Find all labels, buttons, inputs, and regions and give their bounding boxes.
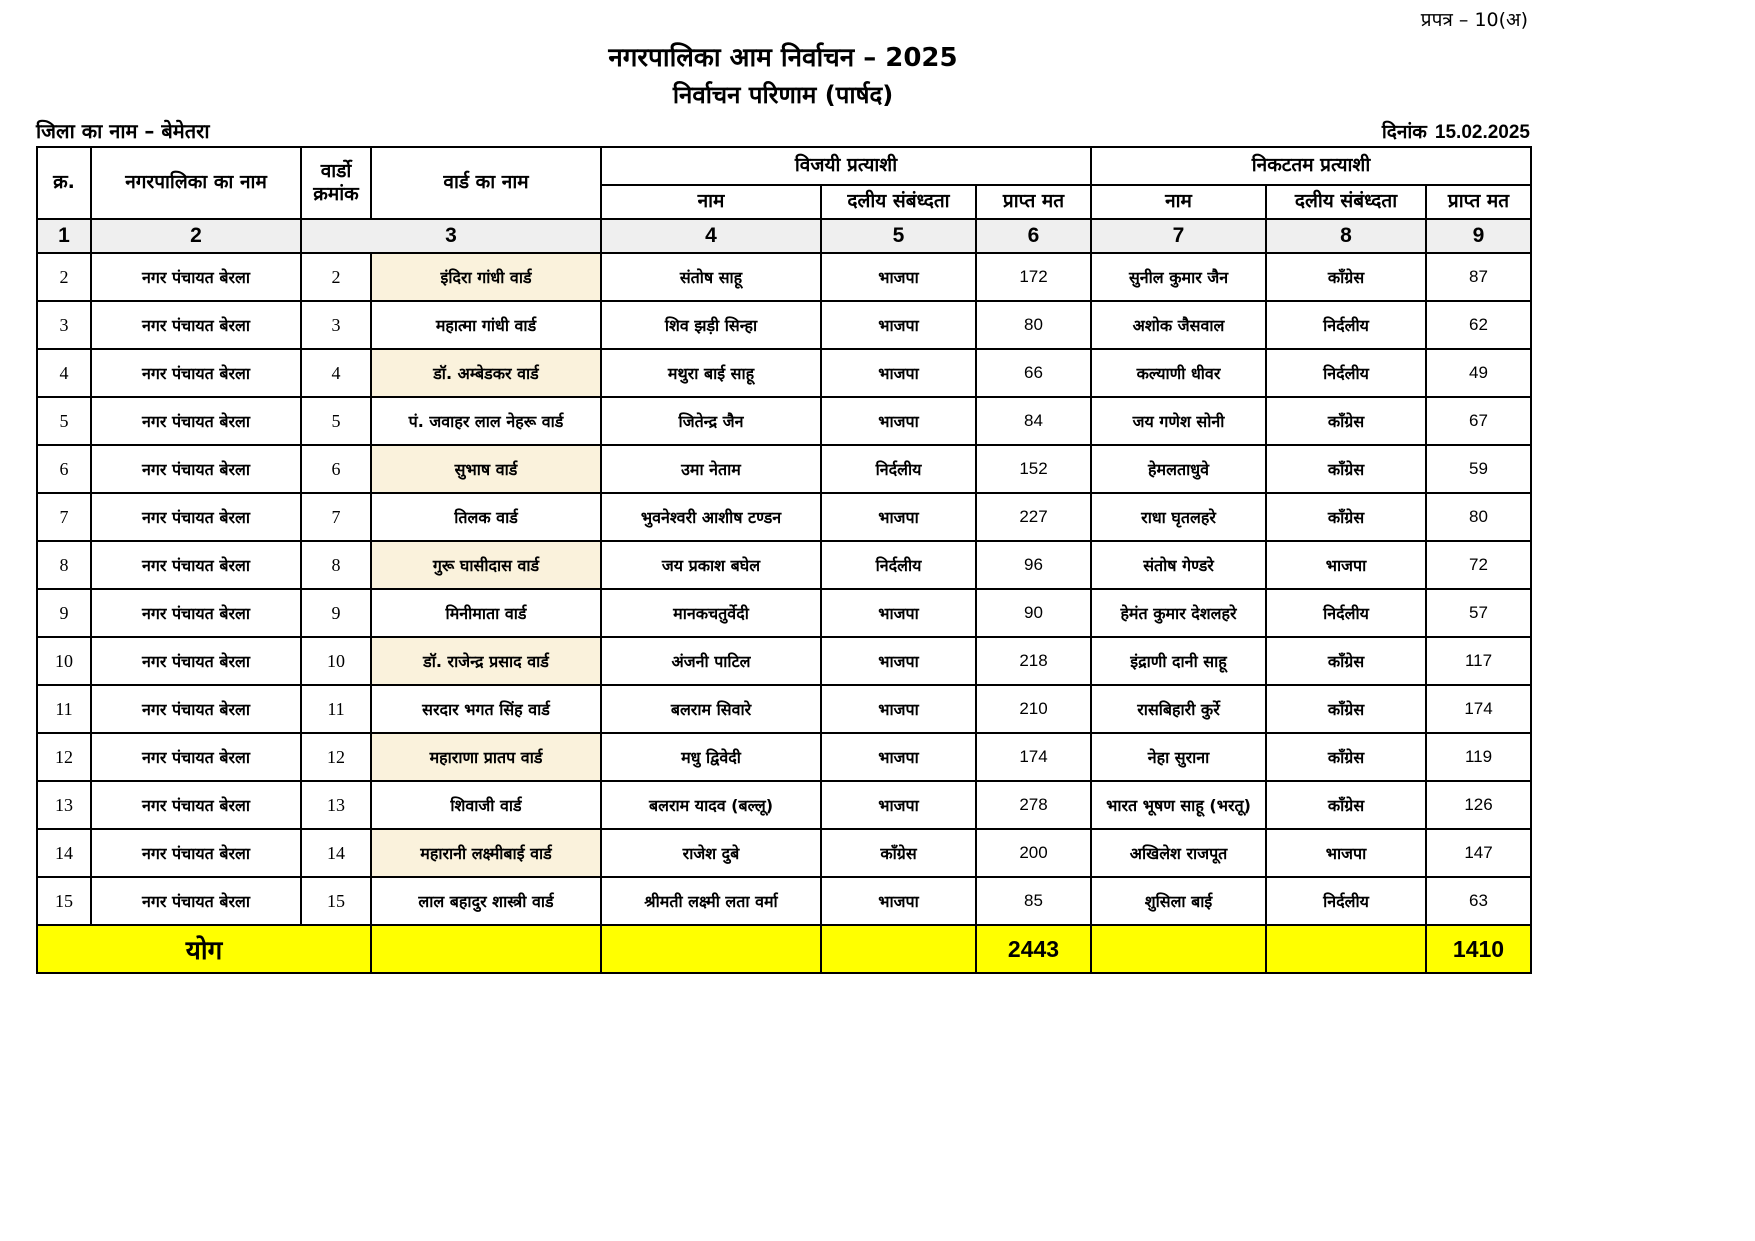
cell-ward-number: 2 [301,253,371,301]
table-row [37,349,1531,397]
cell-winner-name: राजेश दुबे [601,829,821,877]
header-runner-votes: प्राप्त मत [1426,185,1531,219]
table-row [37,589,1531,637]
report-date [1382,118,1530,144]
cell-runner-party: कॉंग्रेस [1266,733,1426,781]
cell-ward-number: 5 [301,397,371,445]
col-number-2: 2 [91,219,301,253]
cell-winner-name: मानकचतुर्वेदी [601,589,821,637]
header-runner-party: दलीय संबंध्दता [1266,185,1426,219]
cell-ward-number: 15 [301,877,371,925]
cell-serial: 11 [37,685,91,733]
cell-runner-party: भाजपा [1266,541,1426,589]
cell-ward-name: शिवाजी वार्ड [371,781,601,829]
cell-winner-votes: 278 [976,781,1091,829]
cell-ward-name: गुरू घासीदास वार्ड [371,541,601,589]
cell-runner-name: संतोष गेण्डरे [1091,541,1266,589]
col-number-9: 9 [1426,219,1531,253]
cell-runner-votes: 63 [1426,877,1531,925]
document-page [36,6,1530,974]
cell-runner-party: कॉंग्रेस [1266,685,1426,733]
cell-runner-votes: 174 [1426,685,1531,733]
cell-winner-party: भाजपा [821,589,976,637]
table-row [37,637,1531,685]
meta-row [36,117,1530,144]
cell-municipality: नगर पंचायत बेरला [91,349,301,397]
total-empty-cell [601,925,821,973]
cell-winner-votes: 152 [976,445,1091,493]
cell-ward-name: महारानी लक्ष्मीबाई वार्ड [371,829,601,877]
cell-runner-votes: 49 [1426,349,1531,397]
cell-serial: 8 [37,541,91,589]
col-number-3: 3 [301,219,601,253]
cell-runner-party: निर्दलीय [1266,877,1426,925]
results-table [36,146,1532,974]
cell-winner-name: अंजनी पाटिल [601,637,821,685]
cell-runner-party: कॉंग्रेस [1266,397,1426,445]
cell-runner-name: हेमंत कुमार देशलहरे [1091,589,1266,637]
cell-winner-party: भाजपा [821,349,976,397]
cell-municipality: नगर पंचायत बेरला [91,541,301,589]
cell-winner-votes: 96 [976,541,1091,589]
cell-serial: 9 [37,589,91,637]
cell-runner-party: भाजपा [1266,829,1426,877]
cell-municipality: नगर पंचायत बेरला [91,637,301,685]
table-row [37,685,1531,733]
cell-winner-votes: 90 [976,589,1091,637]
cell-winner-name: भुवनेश्वरी आशीष टण्डन [601,493,821,541]
header-ward-name: वार्ड का नाम [371,147,601,219]
cell-municipality: नगर पंचायत बेरला [91,445,301,493]
cell-winner-name: बलराम सिवारे [601,685,821,733]
total-empty-cell [1091,925,1266,973]
cell-winner-party: भाजपा [821,301,976,349]
header-winner-party: दलीय संबंध्दता [821,185,976,219]
cell-municipality: नगर पंचायत बेरला [91,397,301,445]
cell-winner-name: बलराम यादव (बल्लू) [601,781,821,829]
cell-winner-party: भाजपा [821,493,976,541]
cell-serial: 7 [37,493,91,541]
cell-winner-party: निर्दलीय [821,541,976,589]
col-number-5: 5 [821,219,976,253]
cell-runner-party: कॉंग्रेस [1266,781,1426,829]
cell-winner-votes: 227 [976,493,1091,541]
cell-runner-votes: 119 [1426,733,1531,781]
cell-serial: 10 [37,637,91,685]
cell-runner-party: कॉंग्रेस [1266,493,1426,541]
cell-municipality: नगर पंचायत बेरला [91,589,301,637]
cell-ward-number: 13 [301,781,371,829]
cell-runner-votes: 57 [1426,589,1531,637]
cell-runner-name: अशोक जैसवाल [1091,301,1266,349]
cell-runner-votes: 62 [1426,301,1531,349]
cell-ward-number: 6 [301,445,371,493]
cell-winner-votes: 172 [976,253,1091,301]
cell-serial: 5 [37,397,91,445]
district-name: जिला का नाम – बेमेतरा [36,119,210,143]
cell-runner-name: अखिलेश राजपूत [1091,829,1266,877]
cell-runner-name: इंद्राणी दानी साहू [1091,637,1266,685]
col-number-1: 1 [37,219,91,253]
cell-winner-votes: 66 [976,349,1091,397]
col-number-8: 8 [1266,219,1426,253]
cell-runner-name: सुनील कुमार जैन [1091,253,1266,301]
cell-municipality: नगर पंचायत बेरला [91,781,301,829]
cell-serial: 12 [37,733,91,781]
cell-winner-name: जय प्रकाश बघेल [601,541,821,589]
header-runner-name: नाम [1091,185,1266,219]
page-subtitle: निर्वाचन परिणाम (पार्षद) [672,81,894,109]
cell-ward-number: 4 [301,349,371,397]
cell-runner-party: निर्दलीय [1266,301,1426,349]
table-row [37,493,1531,541]
cell-runner-name: हेमलताधुवे [1091,445,1266,493]
col-number-6: 6 [976,219,1091,253]
date-value: 15.02.2025 [1434,122,1530,143]
cell-runner-party: निर्दलीय [1266,349,1426,397]
cell-winner-name: जितेन्द्र जैन [601,397,821,445]
form-number: प्रपत्र – 10(अ) [1420,9,1528,31]
cell-ward-name: तिलक वार्ड [371,493,601,541]
cell-runner-party: कॉंग्रेस [1266,253,1426,301]
total-empty-cell [1266,925,1426,973]
cell-ward-name: सुभाष वार्ड [371,445,601,493]
cell-ward-name: लाल बहादुर शास्त्री वार्ड [371,877,601,925]
cell-ward-name: सरदार भगत सिंह वार्ड [371,685,601,733]
cell-winner-party: भाजपा [821,781,976,829]
cell-serial: 6 [37,445,91,493]
header-winner-group: विजयी प्रत्याशी [601,147,1091,185]
total-empty-cell [821,925,976,973]
cell-ward-number: 8 [301,541,371,589]
cell-runner-name: राधा घृतलहरे [1091,493,1266,541]
cell-winner-name: संतोष साहू [601,253,821,301]
table-row [37,397,1531,445]
table-row [37,829,1531,877]
table-row [37,781,1531,829]
cell-runner-party: निर्दलीय [1266,589,1426,637]
cell-winner-party: भाजपा [821,397,976,445]
cell-ward-name: महात्मा गांधी वार्ड [371,301,601,349]
cell-winner-party: भाजपा [821,637,976,685]
cell-runner-votes: 87 [1426,253,1531,301]
cell-municipality: नगर पंचायत बेरला [91,877,301,925]
cell-winner-party: भाजपा [821,733,976,781]
header-winner-votes: प्राप्त मत [976,185,1091,219]
header-municipality: नगरपालिका का नाम [91,147,301,219]
col-number-4: 4 [601,219,821,253]
cell-runner-name: जय गणेश सोनी [1091,397,1266,445]
table-row [37,253,1531,301]
cell-winner-votes: 85 [976,877,1091,925]
cell-runner-votes: 59 [1426,445,1531,493]
cell-serial: 15 [37,877,91,925]
cell-winner-name: मथुरा बाई साहू [601,349,821,397]
total-label: योग [37,925,371,973]
cell-runner-votes: 126 [1426,781,1531,829]
cell-runner-votes: 147 [1426,829,1531,877]
table-row [37,445,1531,493]
cell-serial: 13 [37,781,91,829]
cell-municipality: नगर पंचायत बेरला [91,301,301,349]
cell-municipality: नगर पंचायत बेरला [91,493,301,541]
cell-serial: 14 [37,829,91,877]
cell-ward-name: डॉ. राजेन्द्र प्रसाद वार्ड [371,637,601,685]
cell-ward-number: 14 [301,829,371,877]
cell-winner-party: कॉंग्रेस [821,829,976,877]
cell-ward-name: मिनीमाता वार्ड [371,589,601,637]
cell-winner-votes: 84 [976,397,1091,445]
date-label: दिनांक [1381,121,1427,143]
header-serial: क्र. [37,147,91,219]
cell-runner-name: नेहा सुराना [1091,733,1266,781]
cell-municipality: नगर पंचायत बेरला [91,733,301,781]
cell-winner-party: भाजपा [821,685,976,733]
cell-winner-name: मधु द्विवेदी [601,733,821,781]
cell-runner-votes: 67 [1426,397,1531,445]
cell-runner-name: शुसिला बाई [1091,877,1266,925]
cell-winner-name: शिव झड़ी सिन्हा [601,301,821,349]
cell-municipality: नगर पंचायत बेरला [91,685,301,733]
table-row [37,301,1531,349]
cell-winner-votes: 200 [976,829,1091,877]
cell-winner-votes: 210 [976,685,1091,733]
cell-municipality: नगर पंचायत बेरला [91,829,301,877]
cell-serial: 2 [37,253,91,301]
cell-ward-name: इंदिरा गांधी वार्ड [371,253,601,301]
cell-runner-name: कल्याणी धीवर [1091,349,1266,397]
cell-runner-party: कॉंग्रेस [1266,445,1426,493]
cell-winner-party: भाजपा [821,877,976,925]
cell-serial: 3 [37,301,91,349]
cell-runner-name: रासबिहारी कुर्रे [1091,685,1266,733]
table-row [37,877,1531,925]
cell-ward-number: 12 [301,733,371,781]
cell-winner-party: भाजपा [821,253,976,301]
cell-ward-number: 3 [301,301,371,349]
cell-runner-votes: 80 [1426,493,1531,541]
page-title: नगरपालिका आम निर्वाचन – 2025 [608,43,958,73]
cell-ward-name: डॉ. अम्बेडकर वार्ड [371,349,601,397]
cell-runner-votes: 72 [1426,541,1531,589]
cell-winner-votes: 80 [976,301,1091,349]
total-winner-votes: 2443 [976,925,1091,973]
header-ward-number-line2: क्रमांक [313,183,359,205]
cell-winner-votes: 174 [976,733,1091,781]
cell-runner-votes: 117 [1426,637,1531,685]
cell-ward-name: महाराणा प्रातप वार्ड [371,733,601,781]
table-row [37,541,1531,589]
cell-ward-number: 10 [301,637,371,685]
cell-ward-name: पं. जवाहर लाल नेहरू वार्ड [371,397,601,445]
table-row [37,733,1531,781]
total-empty-cell [371,925,601,973]
cell-winner-name: श्रीमती लक्ष्मी लता वर्मा [601,877,821,925]
cell-winner-name: उमा नेताम [601,445,821,493]
header-runner-group: निकटतम प्रत्याशी [1091,147,1531,185]
cell-runner-name: भारत भूषण साहू (भरतू) [1091,781,1266,829]
header-ward-number [301,147,371,219]
cell-serial: 4 [37,349,91,397]
cell-ward-number: 11 [301,685,371,733]
col-number-7: 7 [1091,219,1266,253]
cell-winner-votes: 218 [976,637,1091,685]
total-runner-votes: 1410 [1426,925,1531,973]
header-ward-number-line1: वार्डो [320,160,352,183]
cell-ward-number: 9 [301,589,371,637]
header-winner-name: नाम [601,185,821,219]
total-row [37,925,1531,973]
cell-municipality: नगर पंचायत बेरला [91,253,301,301]
cell-winner-party: निर्दलीय [821,445,976,493]
cell-runner-party: कॉंग्रेस [1266,637,1426,685]
cell-ward-number: 7 [301,493,371,541]
